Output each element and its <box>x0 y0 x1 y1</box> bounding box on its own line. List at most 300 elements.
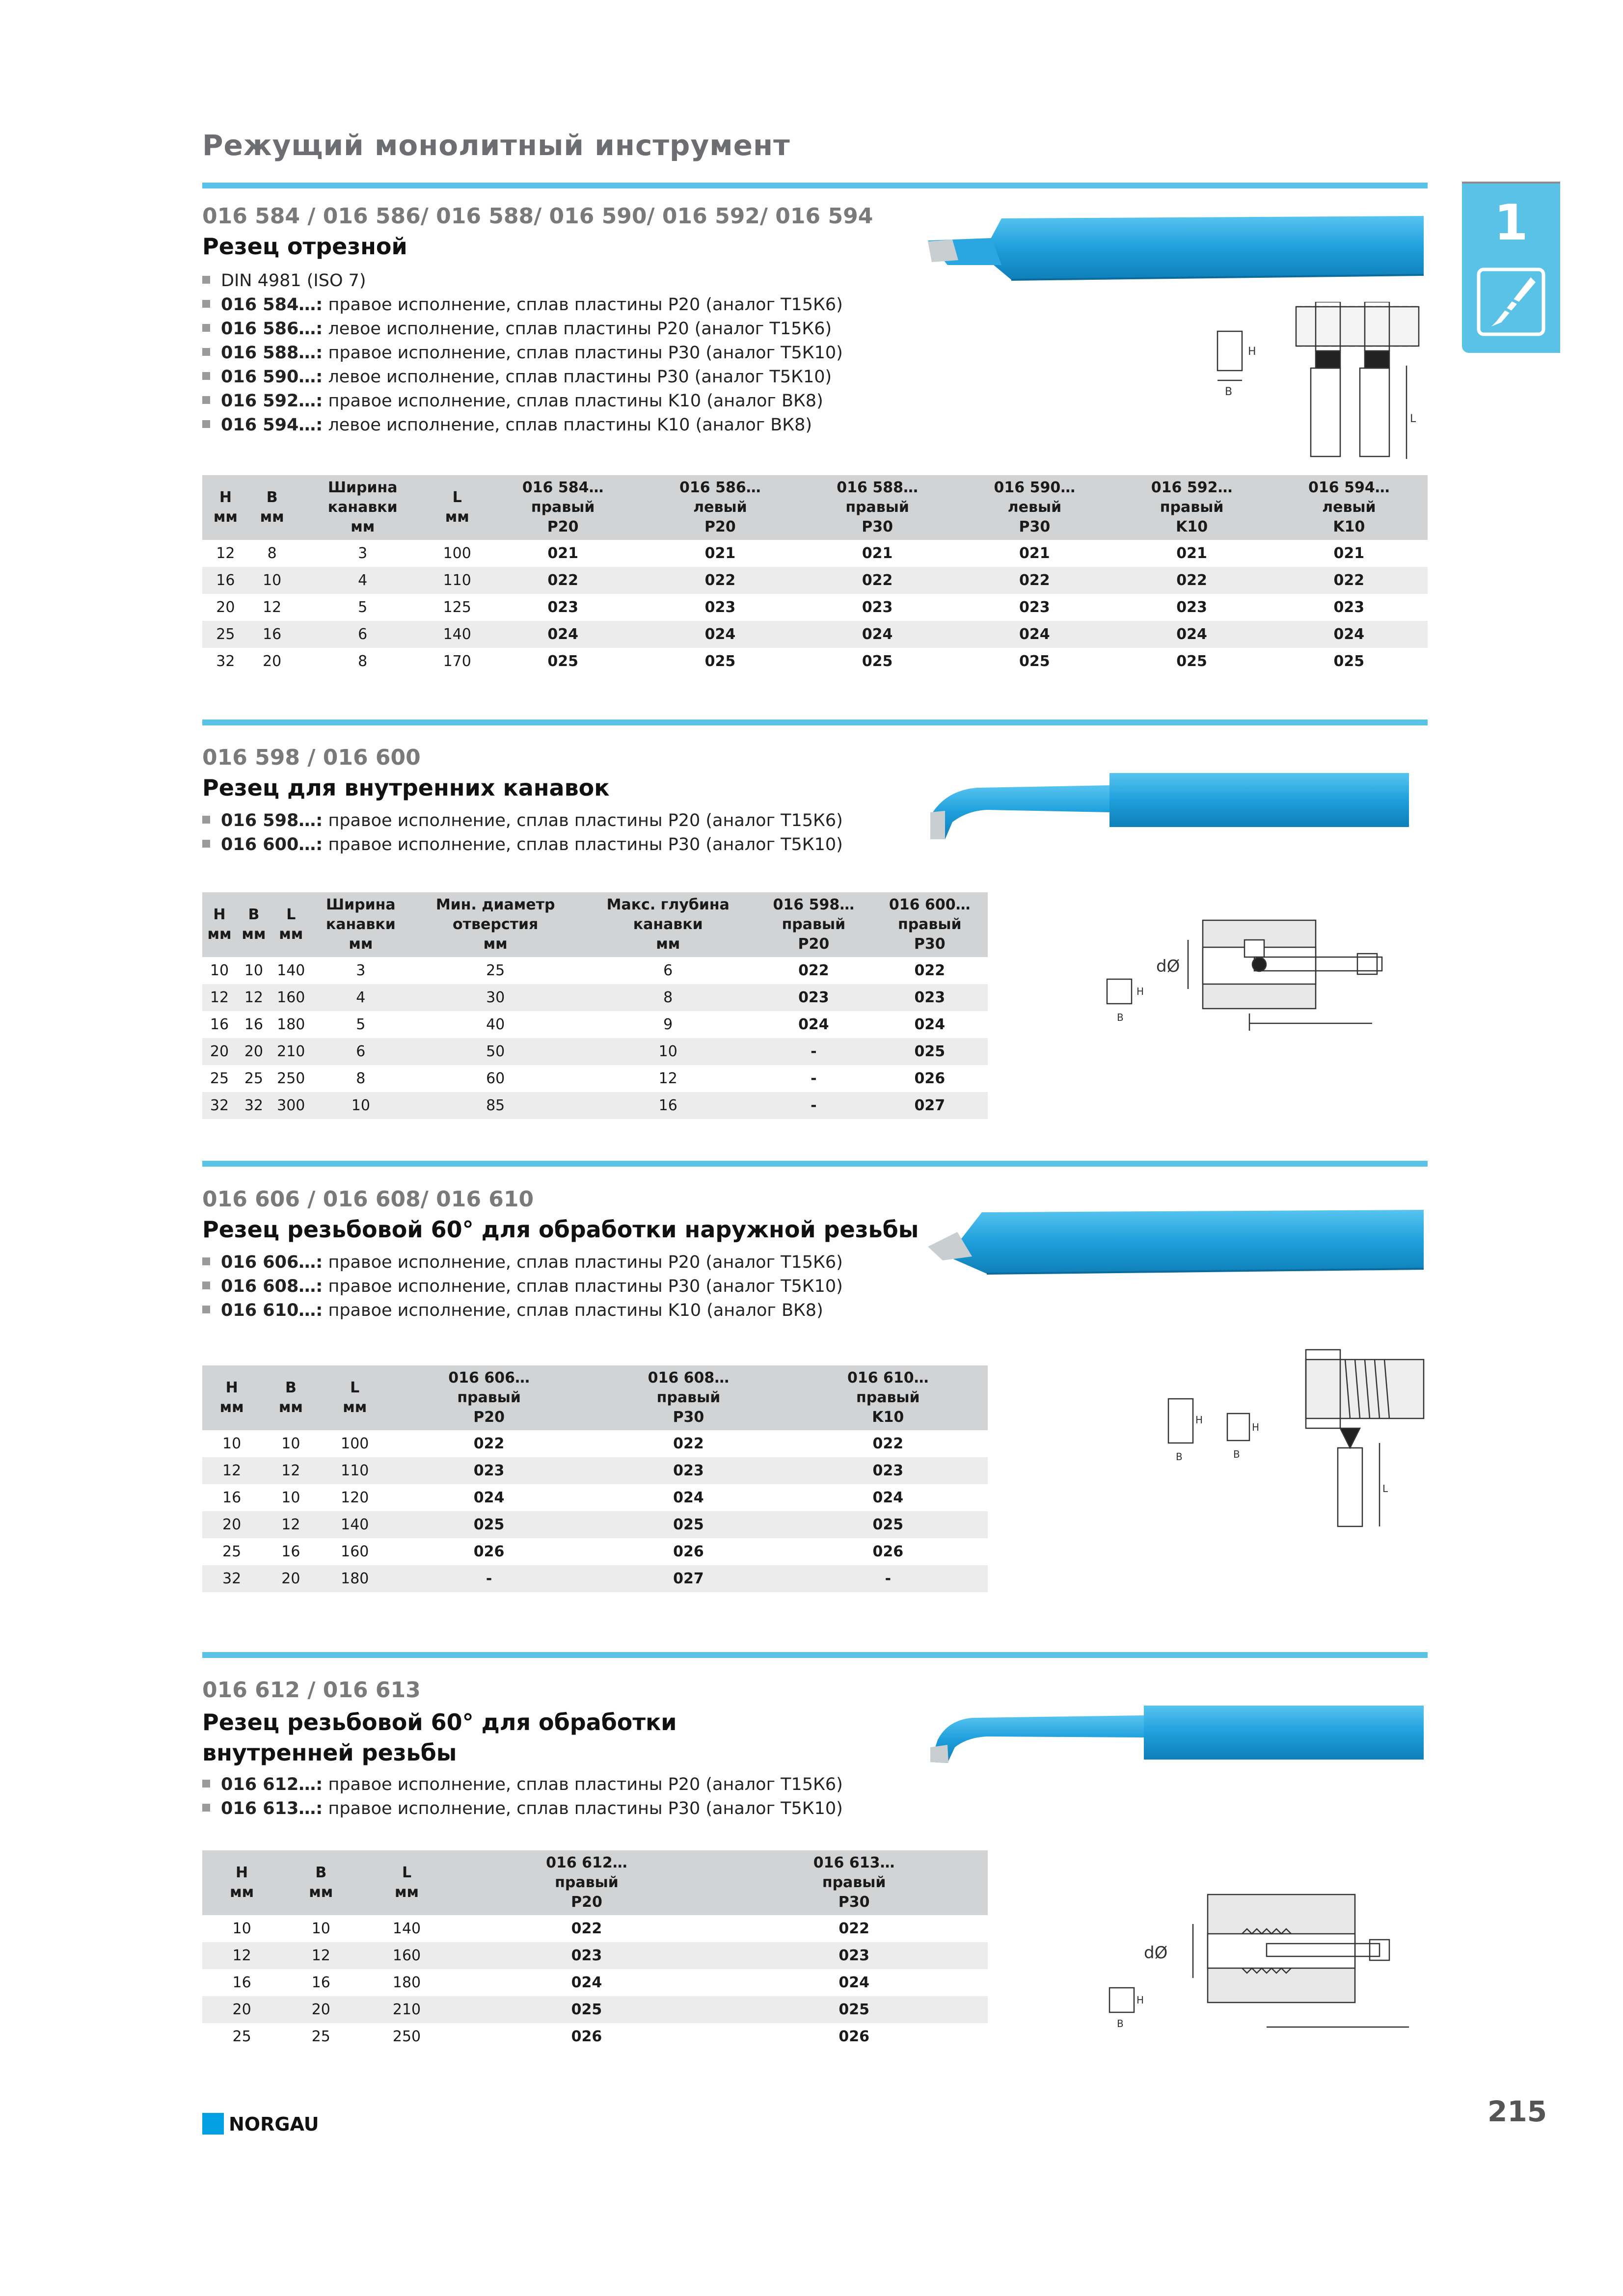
table-cell: 025 <box>589 1511 788 1538</box>
bullet-item <box>202 1773 843 1797</box>
header-line: Ширина <box>326 896 396 913</box>
table-cell: 16 <box>244 1016 264 1033</box>
column-header <box>202 1365 261 1430</box>
column-header <box>202 892 237 957</box>
table-cell: 023 <box>589 1457 788 1484</box>
section2-table <box>202 892 988 1119</box>
table-cell: 10 <box>580 1038 756 1065</box>
drill-icon <box>1477 267 1545 336</box>
table-cell: 022 <box>914 962 946 979</box>
table-row <box>202 957 988 984</box>
column-header <box>430 475 485 540</box>
table-cell: 20 <box>202 1996 281 2023</box>
table-cell: 25 <box>311 2028 330 2045</box>
table-cell: 023 <box>1333 599 1365 616</box>
bullet-code: 016 598…: <box>221 811 323 830</box>
column-header <box>956 475 1113 540</box>
column-header <box>360 1850 453 1915</box>
table-cell: 024 <box>642 621 799 648</box>
brand-name: NORGAU <box>229 2113 319 2135</box>
bullet-code: 016 600…: <box>221 835 323 854</box>
table-cell: 40 <box>486 1016 505 1033</box>
bullet-square-icon <box>202 1281 210 1289</box>
table-cell: 023 <box>389 1457 589 1484</box>
header-line: P30 <box>862 518 893 535</box>
header-line: P30 <box>914 935 946 953</box>
column-header <box>580 892 756 957</box>
table-cell: 140 <box>430 621 485 648</box>
header-line: правый <box>457 1389 521 1406</box>
table-cell: 6 <box>296 621 430 648</box>
table-cell: 140 <box>277 962 305 979</box>
table-cell: 024 <box>798 1016 829 1033</box>
bullet-code: 016 592…: <box>221 391 323 411</box>
header-line: мм <box>213 508 238 526</box>
table-cell: 16 <box>210 1016 229 1033</box>
bullet-code: 016 612…: <box>221 1775 323 1794</box>
table-cell: 025 <box>788 1511 988 1538</box>
table-cell: 4 <box>311 984 410 1011</box>
header-line: H <box>225 1379 238 1396</box>
table-cell: 12 <box>658 1070 677 1087</box>
bullet-item <box>202 1797 843 1821</box>
header-line: левый <box>1007 499 1062 516</box>
header-line: мм <box>309 1884 333 1901</box>
external-thread-drawing <box>1163 1345 1429 1536</box>
section2-bullets <box>202 809 843 857</box>
header-line: мм <box>260 508 284 526</box>
table-cell: 20 <box>237 1038 271 1065</box>
header-line: мм <box>278 1399 303 1416</box>
section4-codes: 016 612 / 016 613 <box>202 1678 421 1703</box>
chapter-number: 1 <box>1494 194 1528 251</box>
column-header <box>202 1850 281 1915</box>
table-cell: 25 <box>210 1070 229 1087</box>
table-cell: 180 <box>392 1974 421 1991</box>
page-number: 215 <box>1488 2095 1547 2128</box>
table-cell: 12 <box>202 1457 261 1484</box>
header-line: правый <box>822 1874 886 1891</box>
table-cell: 022 <box>571 1920 602 1937</box>
table-cell: 025 <box>704 653 736 670</box>
table-row <box>202 1092 988 1119</box>
table-row <box>202 1457 988 1484</box>
table-cell: 022 <box>839 1920 869 1937</box>
header-line: K10 <box>1176 518 1208 535</box>
table-cell: 023 <box>1176 599 1207 616</box>
header-line: 016 584… <box>522 479 604 496</box>
bullet-code: 016 610…: <box>221 1301 323 1320</box>
table-cell: 12 <box>261 1457 320 1484</box>
header-line: мм <box>351 518 375 535</box>
header-line: канавки <box>633 916 703 933</box>
header-line: B <box>315 1864 327 1881</box>
table-cell: 025 <box>1333 653 1365 670</box>
table-row <box>202 2023 988 2050</box>
bullet-square-icon <box>202 1306 210 1313</box>
bullet-text: правое исполнение, сплав пластины P20 (аналог Т15К6) <box>323 811 843 830</box>
table-cell: 30 <box>410 984 580 1011</box>
internal-groove-tool-image <box>918 766 1414 844</box>
page-title: Режущий монолитный инструмент <box>202 129 790 162</box>
bullet-code: 016 590…: <box>221 367 323 387</box>
svg-text:H: H <box>1136 1994 1144 2006</box>
header-line: мм <box>343 1399 367 1416</box>
bullet-square-icon <box>202 324 210 332</box>
table-cell: 024 <box>1113 621 1270 648</box>
table-row <box>202 1565 988 1592</box>
table-cell: 6 <box>311 1038 410 1065</box>
table-cell: 300 <box>271 1092 311 1119</box>
section4-bullets <box>202 1773 843 1821</box>
column-header <box>485 475 642 540</box>
bullet-text: правое исполнение, сплав пластины P20 (аналог Т15К6) <box>323 1253 843 1272</box>
bullet-item <box>202 389 843 413</box>
table-header-row <box>202 1850 988 1915</box>
table-cell: 16 <box>580 1092 756 1119</box>
header-line: B <box>285 1379 297 1396</box>
header-line: правый <box>856 1389 920 1406</box>
table-row <box>202 1011 988 1038</box>
parting-tool-image <box>918 211 1429 294</box>
column-header <box>589 1365 788 1430</box>
section2-codes: 016 598 / 016 600 <box>202 745 421 770</box>
bullet-square-icon <box>202 816 210 824</box>
header-line: 016 590… <box>994 479 1076 496</box>
table-row <box>202 621 1428 648</box>
table-cell: 50 <box>410 1038 580 1065</box>
table-cell: 024 <box>473 1489 505 1506</box>
bullet-text: правое исполнение, сплав пластины K10 (аналог ВК8) <box>323 1301 823 1320</box>
table-cell: 140 <box>392 1920 421 1937</box>
header-line: 016 588… <box>837 479 918 496</box>
header-line: H <box>236 1864 248 1881</box>
table-cell: 60 <box>486 1070 505 1087</box>
section1-title: Резец отрезной <box>202 233 407 260</box>
column-header <box>261 1365 320 1430</box>
column-header <box>296 475 430 540</box>
table-cell: 20 <box>263 653 282 670</box>
column-header <box>453 1850 721 1915</box>
internal-thread-tool-image <box>918 1698 1429 1772</box>
table-cell: 25 <box>232 2028 251 2045</box>
table-cell: 021 <box>1333 545 1365 562</box>
table-cell: - <box>811 1070 817 1087</box>
table-cell: 160 <box>360 1942 453 1969</box>
svg-text:L: L <box>1382 1483 1388 1495</box>
table-cell: 024 <box>956 621 1113 648</box>
table-cell: 170 <box>443 653 471 670</box>
bullet-text: правое исполнение, сплав пластины K10 (аналог ВК8) <box>323 391 823 411</box>
header-line: 016 600… <box>889 896 971 913</box>
table-row <box>202 984 988 1011</box>
table-header-row <box>202 892 988 957</box>
svg-text:B: B <box>1176 1451 1183 1463</box>
table-cell: 5 <box>356 1016 366 1033</box>
table-cell: 021 <box>704 545 736 562</box>
bullet-square-icon <box>202 300 210 308</box>
table-row <box>202 540 1428 567</box>
bullet-item <box>202 317 843 341</box>
table-cell: 12 <box>281 1942 360 1969</box>
column-header <box>237 892 271 957</box>
column-header <box>1113 475 1270 540</box>
table-cell: 024 <box>571 1974 602 1991</box>
table-cell: 023 <box>872 984 988 1011</box>
header-line: правый <box>656 1389 721 1406</box>
table-row <box>202 1969 988 1996</box>
table-cell: 022 <box>1271 567 1428 594</box>
table-cell: 12 <box>263 599 282 616</box>
table-cell: 026 <box>914 1070 946 1087</box>
table-cell: 180 <box>321 1565 389 1592</box>
table-cell: 10 <box>281 1489 300 1506</box>
table-cell: 023 <box>547 599 578 616</box>
table-cell: 022 <box>798 962 829 979</box>
table-cell: 023 <box>862 599 893 616</box>
title-rule <box>202 183 1428 188</box>
table-cell: 025 <box>389 1511 589 1538</box>
table-cell: 32 <box>216 653 235 670</box>
bullet-code: 016 588…: <box>221 343 323 363</box>
header-line: мм <box>279 926 303 943</box>
table-cell: 16 <box>222 1489 242 1506</box>
header-line: мм <box>207 926 232 943</box>
header-line: L <box>286 906 296 923</box>
table-cell: 6 <box>663 962 673 979</box>
header-line: L <box>350 1379 360 1396</box>
table-cell: 32 <box>202 1092 237 1119</box>
header-line: 016 592… <box>1151 479 1233 496</box>
bullet-text: левое исполнение, сплав пластины P30 (аналог Т5К10) <box>323 367 832 387</box>
bullet-item <box>202 1251 843 1275</box>
table-header-row <box>202 475 1428 540</box>
header-line: мм <box>483 935 508 953</box>
table-cell: 025 <box>720 1996 988 2023</box>
table-cell: 20 <box>202 1511 261 1538</box>
column-header <box>410 892 580 957</box>
table-row <box>202 1942 988 1969</box>
table-cell: 024 <box>872 1489 904 1506</box>
table-row <box>202 1065 988 1092</box>
svg-text:B: B <box>1225 386 1233 398</box>
header-line: мм <box>445 508 469 526</box>
bullet-item <box>202 341 843 365</box>
column-header <box>311 892 410 957</box>
table-cell: 022 <box>485 567 642 594</box>
header-line: P30 <box>838 1894 870 1911</box>
column-header <box>872 892 988 957</box>
table-cell: 023 <box>756 984 871 1011</box>
header-line: мм <box>349 935 373 953</box>
section3-bullets <box>202 1251 843 1323</box>
header-line: 016 606… <box>448 1369 530 1387</box>
bullet-item <box>202 1299 843 1323</box>
bullet-code: 016 613…: <box>221 1799 323 1818</box>
table-cell: 023 <box>1019 599 1050 616</box>
column-header <box>1271 475 1428 540</box>
table-cell: 12 <box>216 545 235 562</box>
table-row <box>202 648 1428 675</box>
bullet-code: 016 586…: <box>221 319 323 339</box>
svg-text:L: L <box>1410 413 1416 425</box>
table-cell: 026 <box>571 2028 602 2045</box>
header-line: Мин. диаметр <box>435 896 555 913</box>
bullet-item <box>202 809 843 833</box>
header-line: мм <box>656 935 680 953</box>
table-cell: 20 <box>261 1565 320 1592</box>
parting-tool-drawing <box>1213 302 1429 464</box>
svg-text:H: H <box>1136 986 1144 997</box>
header-line: K10 <box>1333 518 1365 535</box>
header-line: правый <box>555 1874 619 1891</box>
table-cell: 025 <box>1019 653 1050 670</box>
bullet-text: правое исполнение, сплав пластины P30 (аналог Т5К10) <box>323 835 843 854</box>
bullet-item <box>202 1275 843 1299</box>
table-cell: - <box>756 1092 871 1119</box>
section2-rule <box>202 720 1428 725</box>
table-cell: 10 <box>210 962 229 979</box>
table-cell: 12 <box>202 984 237 1011</box>
table-cell: 025 <box>1176 653 1207 670</box>
header-line: левый <box>1322 499 1376 516</box>
table-cell: 022 <box>872 1435 904 1452</box>
external-thread-tool-image <box>918 1202 1429 1286</box>
header-line: P30 <box>1019 518 1051 535</box>
table-cell: 10 <box>249 567 296 594</box>
header-line: 016 608… <box>648 1369 730 1387</box>
bullet-code: 016 606…: <box>221 1253 323 1272</box>
bullet-square-icon <box>202 396 210 404</box>
table-cell: 021 <box>862 545 893 562</box>
column-header <box>389 1365 589 1430</box>
section1-table <box>202 475 1428 675</box>
header-line: правый <box>845 499 909 516</box>
header-line: правый <box>897 916 962 933</box>
header-line: мм <box>394 1884 419 1901</box>
table-cell: 100 <box>341 1435 369 1452</box>
table-cell: 8 <box>267 545 277 562</box>
header-line: 016 594… <box>1308 479 1390 496</box>
table-row <box>202 1915 988 1942</box>
header-line: правый <box>1160 499 1224 516</box>
header-line: мм <box>242 926 266 943</box>
bullet-text: правое исполнение, сплав пластины P20 (аналог Т15К6) <box>323 295 843 315</box>
table-cell: 85 <box>410 1092 580 1119</box>
table-cell: 9 <box>663 1016 673 1033</box>
table-cell: 021 <box>547 545 578 562</box>
table-cell: 8 <box>358 653 368 670</box>
table-row <box>202 1484 988 1511</box>
header-line: P20 <box>547 518 579 535</box>
section4-table <box>202 1850 988 2050</box>
header-line: канавки <box>327 499 398 516</box>
section4-title: Резец резьбовой 60° для обработки внутренней резьбы <box>202 1709 677 1766</box>
table-cell: 32 <box>202 1565 261 1592</box>
table-cell: 16 <box>249 621 296 648</box>
table-cell: 023 <box>453 1942 721 1969</box>
header-line: левый <box>693 499 747 516</box>
bullet-text: правое исполнение, сплав пластины P30 (аналог Т5К10) <box>323 1277 843 1296</box>
table-cell: 160 <box>341 1543 369 1560</box>
bullet-square-icon <box>202 372 210 380</box>
bullet-square-icon <box>202 276 210 284</box>
header-line: канавки <box>325 916 396 933</box>
header-line: P20 <box>798 935 830 953</box>
svg-text:B: B <box>1117 1012 1124 1023</box>
bullet-item <box>202 365 843 389</box>
header-line: B <box>266 489 278 506</box>
section1-codes: 016 584 / 016 586/ 016 588/ 016 590/ 016 592/ 016 594 <box>202 204 873 229</box>
bullet-text: DIN 4981 (ISO 7) <box>221 271 366 291</box>
bullet-text: правое исполнение, сплав пластины P30 (аналог Т5К10) <box>323 343 843 363</box>
table-cell: 25 <box>202 621 249 648</box>
table-cell: 8 <box>580 984 756 1011</box>
norgau-logo-square <box>202 2113 224 2135</box>
bullet-item <box>202 293 843 317</box>
table-cell: 16 <box>311 1974 330 1991</box>
header-line: мм <box>230 1884 254 1901</box>
header-line: 016 612… <box>546 1854 627 1871</box>
table-cell: 026 <box>673 1543 704 1560</box>
table-cell: 20 <box>202 1038 237 1065</box>
header-line: P20 <box>571 1894 602 1911</box>
table-cell: - <box>389 1565 589 1592</box>
table-cell: 16 <box>232 1974 251 1991</box>
table-row <box>202 1996 988 2023</box>
column-header <box>756 892 871 957</box>
table-cell: 8 <box>356 1070 366 1087</box>
table-cell: 125 <box>443 599 471 616</box>
table-cell: 10 <box>281 1435 300 1452</box>
table-row <box>202 1038 988 1065</box>
table-cell: 022 <box>1113 567 1270 594</box>
table-row <box>202 594 1428 621</box>
column-header <box>720 1850 988 1915</box>
table-cell: 32 <box>237 1092 271 1119</box>
table-cell: 5 <box>358 599 368 616</box>
header-line: 016 586… <box>679 479 761 496</box>
table-cell: 110 <box>321 1457 389 1484</box>
table-cell: 25 <box>244 1070 264 1087</box>
header-line: K10 <box>872 1409 904 1426</box>
table-cell: 140 <box>321 1511 389 1538</box>
table-cell: 10 <box>311 1092 410 1119</box>
bullet-item <box>202 269 843 293</box>
header-line: 016 613… <box>813 1854 895 1871</box>
header-line: Ширина <box>327 479 398 496</box>
svg-text:B: B <box>1233 1448 1240 1460</box>
table-cell: 023 <box>720 1942 988 1969</box>
svg-text:dØ: dØ <box>1156 957 1180 976</box>
table-cell: 024 <box>839 1974 869 1991</box>
column-header <box>249 475 296 540</box>
table-cell: 026 <box>839 2028 869 2045</box>
table-cell: 025 <box>872 1038 988 1065</box>
table-cell: 12 <box>202 1942 281 1969</box>
table-row <box>202 1538 988 1565</box>
table-cell: 16 <box>281 1543 300 1560</box>
table-cell: 024 <box>485 621 642 648</box>
column-header <box>799 475 956 540</box>
header-line: P30 <box>673 1409 704 1426</box>
bullet-square-icon <box>202 420 210 428</box>
bullet-square-icon <box>202 1804 210 1812</box>
table-cell: - <box>788 1565 988 1592</box>
section3-rule <box>202 1161 1428 1167</box>
table-cell: 3 <box>358 545 368 562</box>
table-cell: 250 <box>392 2028 421 2045</box>
